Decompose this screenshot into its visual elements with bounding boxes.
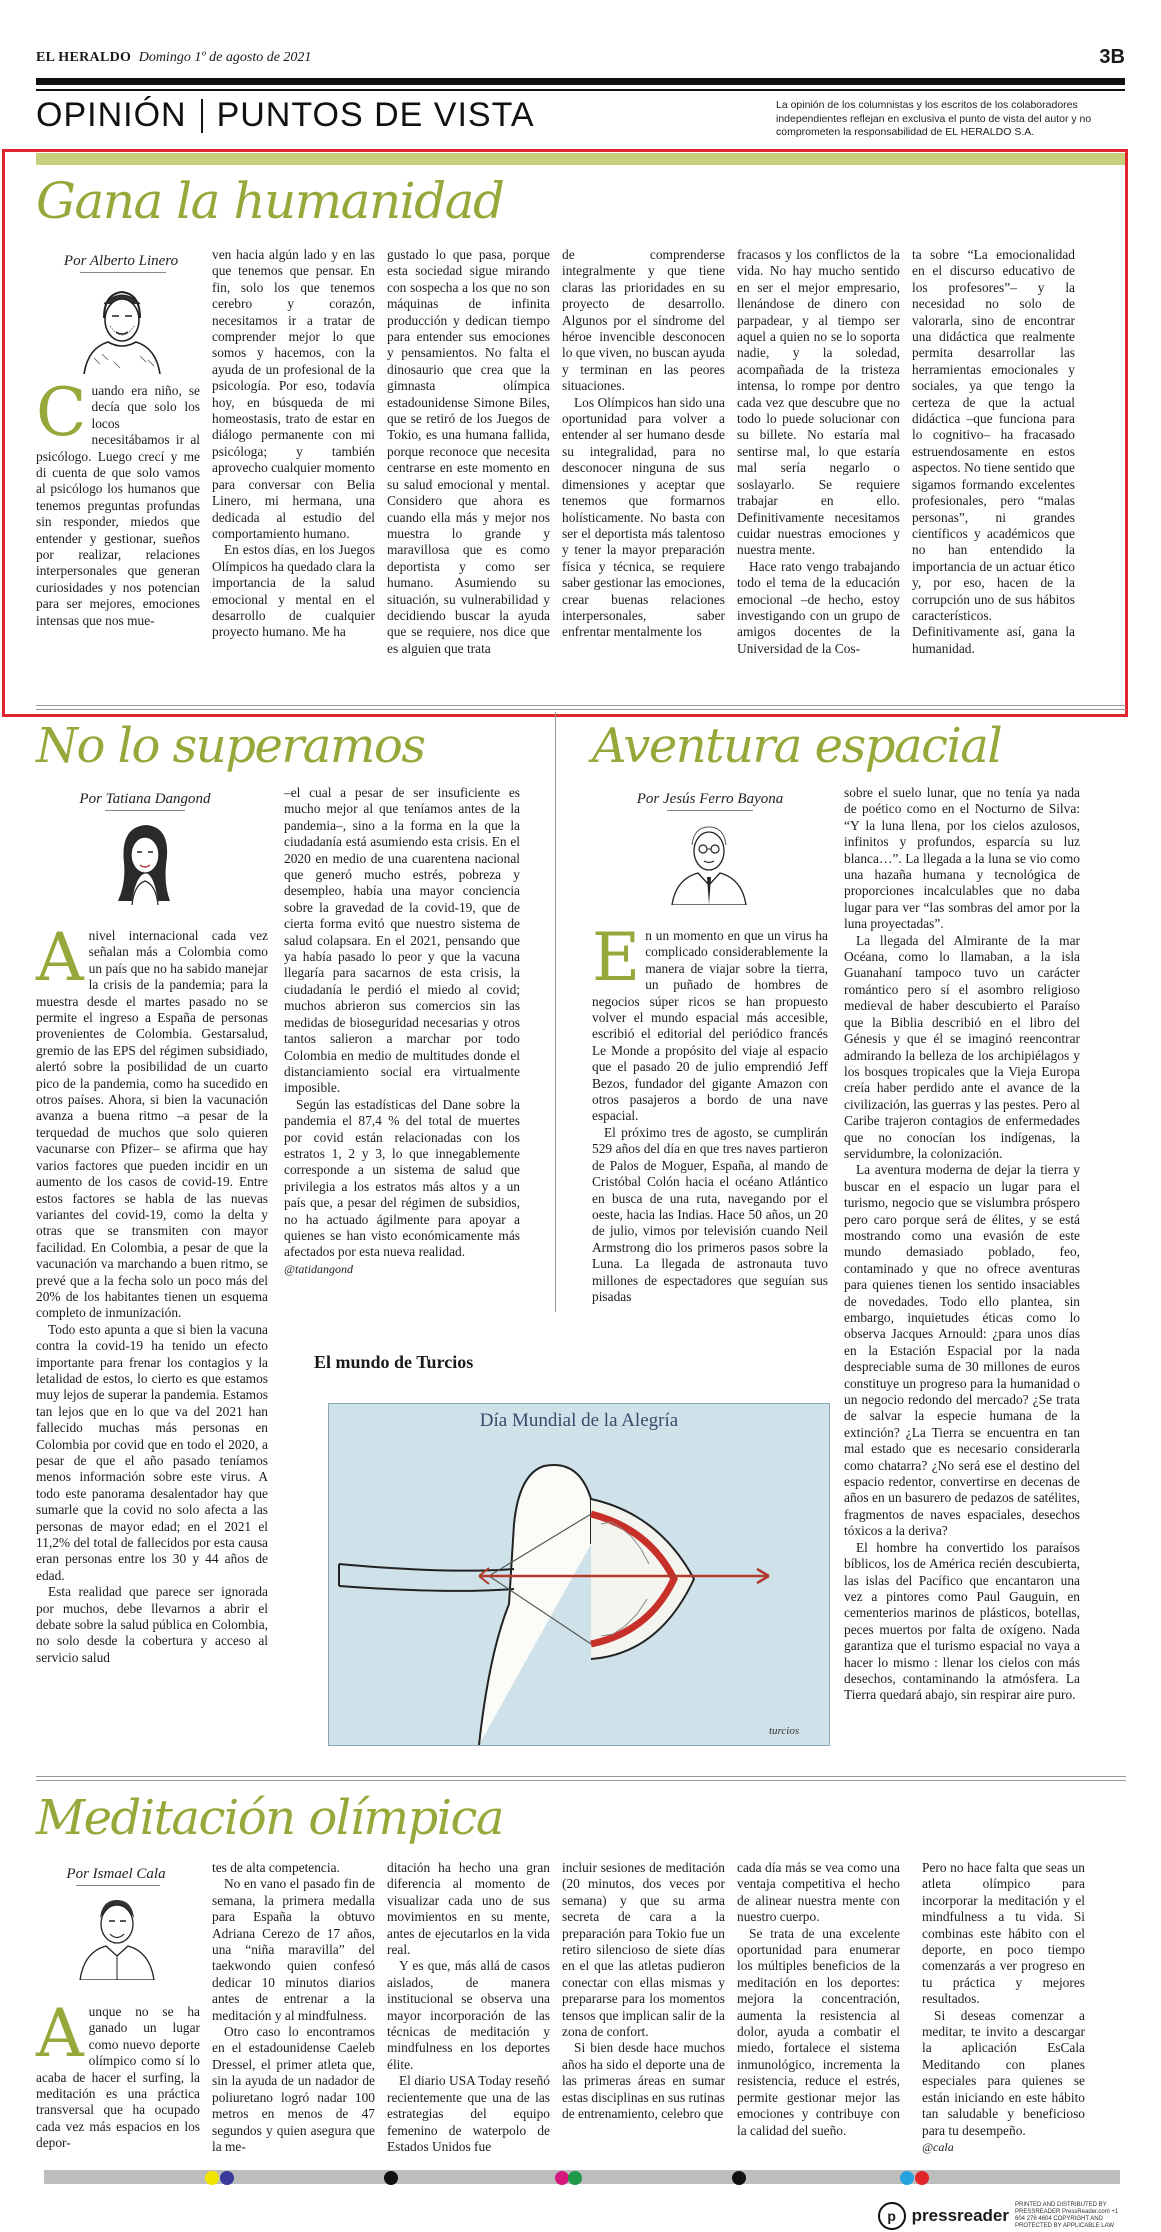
selection-highlight-box bbox=[2, 149, 1128, 717]
section-separator bbox=[36, 1776, 1126, 1777]
issue-date: Domingo 1º de agosto de 2021 bbox=[138, 50, 312, 65]
article-title: No lo superamos bbox=[36, 718, 425, 774]
paragraph: unque no se ha ganado un lugar como nuevo deporte olímpico como sí lo acaba de hacer el surfing, la meditación es una práctica transversal que ha ocupado cada vez más espacios en los depor- bbox=[36, 2004, 200, 2151]
paragraph: Según las estadísticas del Dane sobre la pandemia el 87,4 % del total de muertes por covid están relacionadas con los estratos 1, 2 y 3, lo que innegablemente corresponde a un sistema de salud que privilegia a los estratos más altos y a un país que, a pesar del régimen de subsidios, no ha actuado ágilmente para apoyar a quienes se han visto económicamente más afectados por esta nueva realidad. bbox=[284, 1096, 520, 1260]
registration-dot bbox=[220, 2171, 234, 2185]
article-byline: Por Tatiana Dangond bbox=[79, 791, 211, 807]
paragraph: La aventura moderna de dejar la tierra y buscar en el espacio un lugar para el turismo, negocio que se vislumbra próspero pero caro porque será de élites, y se está mostrando como una evasión de este mundo demasiado poblado, feo, contaminado y que no ofrece aventuras para quienes tienen los sentido insaciables de novedades. Todo ello plantea, sin embargo, inquietudes éticas como lo observa Jacques Arnould: ¿para unos días en la Estación Espacial por la nada despreciable suma de 30 millones de euros constituye un progreso para la humanidad o un negocio redondo del mercado? ¿Se trata de salvar la especie humana de la extinción? ¿La Tierra se encuentra en tan mal estado que es necesario considerarla como chatarra? ¿No será ese el destino del espacio redentor, convertirse en decenas de años en un basurero de pedazos de satélites, fragmentos de naves espaciales, desechos tóxicos a la deriva? bbox=[844, 1162, 1080, 1539]
cartoon-illustration bbox=[328, 1403, 830, 1746]
paragraph: El próximo tres de agosto, se cumplirán 529 años del día en que tres naves partieron de Palos de Moguer, España, al mando de Cristóbal Colón hacia el océano Atlántico en busca de una ruta, navegando por el oeste, hacia las Indias. Hace 50 años, un 20 de julio, vimos por televisión cuando Neil Armstrong dio los primeros pasos sobre la Luna. La llegada de astronauta tuvo millones de espectadores que seguían sus pisadas bbox=[592, 1124, 828, 1304]
author-portrait bbox=[100, 815, 190, 905]
paragraph: n un momento en que un virus ha complicado considerablemente la manera de viajar sobre la tierra, un puñado de hombres de negocios súper ricos se han propuesto volver el mundo espacial más accesible, escribió el editorial del periódico francés Le Monde a propósito del viaje al espacio que el pasado 20 de julio emprendió Jeff Bezos, fundador del gigante Amazon con otros pasajeros a bordo de una nave espacial. bbox=[592, 928, 828, 1124]
cartoon-signature: turcios bbox=[769, 1725, 800, 1737]
pressreader-icon: p bbox=[878, 2202, 906, 2230]
paragraph: de comprenderse integralmente y que tiene claras las prioridades en su proyecto de desarrollo. Algunos por el síndrome del héroe invencible desconocen lo que viven, no buscan ayuda y terminan en las peores situaciones. bbox=[562, 247, 725, 394]
drop-cap: C bbox=[36, 374, 87, 451]
article-column bbox=[284, 785, 520, 1277]
section-title bbox=[36, 96, 535, 135]
masthead-rule bbox=[36, 78, 1125, 85]
registration-dot bbox=[384, 2171, 398, 2185]
article-title: Gana la humanidad bbox=[36, 172, 504, 230]
author-portrait bbox=[72, 1890, 162, 1980]
paragraph: En estos días, en los Juegos Olímpicos ha quedado clara la importancia de la salud emocional y mental en el desarrollo de cualquier proyecto humano. Me ha bbox=[212, 542, 375, 640]
page-number: 3B bbox=[1099, 46, 1125, 68]
registration-dot bbox=[568, 2171, 582, 2185]
drop-cap: A bbox=[36, 1995, 84, 2072]
masthead bbox=[36, 50, 311, 66]
paragraph: No en vano el pasado fin de semana, la primera medalla para España la obtuvo Adriana Cerezo de 17 años, una “niña maravilla” del taekwondo quien confesó dedicar 10 minutos diarios antes de entrenar a la meditación y al mindfulness. bbox=[212, 1876, 375, 2023]
author-handle: @cala bbox=[922, 2139, 954, 2154]
pressreader-brand: pressreader bbox=[911, 2206, 1009, 2225]
paragraph: gustado lo que pasa, porque esta sociedad sigue mirando con sospecha a los que no son máquinas de infinita producción y dedican tiempo para entender sus emociones y pensamientos. No falta el dinosaurio que crea que la gimnasta olímpica estadounidense Simone Biles, que se retiró de los Juegos de Tokio, es una humana fallida, porque reconoce que necesita centrarse en este momento en su salud emocional y mental. Considero que ahora es cuando ella más y mejor nos muestra lo grande y maravillosa que es como deportista y como ser humano. Asumiendo su situación, su vulnerabilidad y decidiendo buscar la ayuda que se requiere, nos dice que es alguien que trata bbox=[387, 247, 550, 656]
registration-dot bbox=[555, 2171, 569, 2185]
cartoon-caption: Día Mundial de la Alegría bbox=[479, 1410, 679, 1431]
section-separator bbox=[36, 1780, 1126, 1781]
section-separator bbox=[36, 709, 1126, 710]
pressreader-fineprint: PRINTED AND DISTRIBUTED BY PRESSREADER PressReader.com +1 604 278 4604 COPYRIGHT AND PROTECTED BY APPLICABLE LAW bbox=[1015, 2202, 1119, 2229]
column-separator bbox=[555, 712, 556, 1312]
article-title: Aventura espacial bbox=[592, 718, 1002, 774]
registration-dot bbox=[915, 2171, 929, 2185]
cartoon-title: El mundo de Turcios bbox=[314, 1352, 474, 1372]
article-column bbox=[922, 1860, 1085, 2155]
newspaper-name: EL HERALDO bbox=[36, 50, 132, 65]
section-divider bbox=[201, 99, 203, 133]
pressreader-logo[interactable] bbox=[878, 2202, 1125, 2230]
paragraph: El diario USA Today reseñó recientemente que una de las estrategias del equipo femenino de waterpolo de Estados Unidos fue bbox=[387, 2073, 550, 2154]
article-column bbox=[36, 1995, 200, 2152]
drop-cap: A bbox=[36, 919, 84, 996]
section-disclaimer: La opinión de los columnistas y los escritos de los colaboradores independientes reflejan en exclusiva el punto de vista del autor y no comprometen la responsabilidad de EL HERALDO S.A. bbox=[776, 99, 1092, 138]
paragraph: Si bien desde hace muchos años ha sido el deporte una de las primeras áreas en sumar estas disciplinas en sus rutinas de entrenamiento, celebro que bbox=[562, 2040, 725, 2122]
article-column bbox=[212, 1860, 375, 2155]
paragraph: Si deseas comenzar a meditar, te invito a descargar la aplicación EsCala Meditando con planes especiales para quienes se están iniciando en este hábito tan saludable y beneficioso para tu desempeño. bbox=[922, 2007, 1085, 2138]
author-portrait bbox=[664, 815, 754, 905]
article-title: Meditación olímpica bbox=[36, 1790, 504, 1846]
article-column bbox=[562, 1860, 725, 2123]
paragraph: –el cual a pesar de ser insuficiente es mucho mejor al que teníamos antes de la pandemia–, sino a la forma en la que la ciudadanía está asumiendo esta crisis. En el 2020 en medio de una cuarentena nacional que generó mucho estrés, pobreza y desempleo, había una mayor conciencia sobre la gravedad de la covid-19, que de cierta forma evitó que nuestro sistema de salud colapsara. En el 2021, pensando que ya había pasado lo peor y que la vacuna llegaría para sacarnos de esta crisis, la ciudadanía le perdió el miedo al covid; muchos abrieron sus comercios sin las medidas de bioseguridad necesarias y otros tantos salieron a marchar por todo Colombia en medio de multitudes donde el distanciamiento social era virtualmente imposible. bbox=[284, 785, 520, 1096]
article-byline: Por Jesús Ferro Bayona bbox=[636, 791, 784, 807]
article-column bbox=[387, 1860, 550, 2155]
article-byline: Por Alberto Linero bbox=[63, 253, 179, 269]
paragraph: ditación ha hecho una gran diferencia al momento de visualizar cada uno de sus movimientos en su mente, antes de ejecutarlos en la vida real. bbox=[387, 1860, 550, 1958]
registration-dot bbox=[732, 2171, 746, 2185]
paragraph: Pero no hace falta que seas un atleta olímpico para incorporar la meditación y el mindfulness a tu vida. Si combinas este hábito con el deporte, en poco tiempo comenzarás a ver progreso en tu práctica y mejores resultados. bbox=[922, 1860, 1085, 2007]
byline-rule bbox=[667, 810, 753, 811]
paragraph: nivel internacional cada vez señalan más a Colombia como un país que no ha sabido manejar la crisis de la pandemia; para la muestra desde el martes pasado no se permite el ingreso a España de personas provenientes de Colombia. Gestarsalud, gremio de las EPS del régimen subsidiado, alertó sobre la posibilidad de un cuarto pico de la pandemia, como ha sucedido en otros países. Ahora, si bien la vacunación avanza a buena ritmo –a pesar de la terquedad de muchos que solo quieren vacunarse con Pfizer– se afirma que hay varios factores que pueden incidir en un aumento de los casos de covid-19. Entre estos factores se habla de las nuevas variantes del covid-19, como la delta y otras que se transmiten con mayor facilidad. En Colombia, a pesar de que la vacunación va marchando a buen ritmo, se prevé que a la fecha solo un poco más del 20% de los habitantes tienen un esquema completo de inmunización. bbox=[36, 928, 268, 1321]
masthead-rule-thin bbox=[36, 89, 1125, 91]
section-name: OPINIÓN bbox=[36, 96, 187, 134]
registration-dot bbox=[205, 2171, 219, 2185]
paragraph: Hace rato vengo trabajando todo el tema de la educación emocional –de hecho, estoy investigando con un grupo de amigos docentes de la Universidad de la Cos- bbox=[737, 558, 900, 656]
section-subname: PUNTOS DE VISTA bbox=[216, 96, 535, 134]
byline-rule bbox=[105, 810, 185, 811]
paragraph: incluir sesiones de meditación (20 minutos, dos veces por semana) y que su arma secreta de cara a la preparación para Tokio fue un retiro silencioso de siete días en el que las atletas pudieron conectar con ellas mismas y prepararse para los momentos tensos que implican salir de la zona de confort. bbox=[562, 1860, 725, 2040]
paragraph: Los Olímpicos han sido una oportunidad para volver a entender al ser humano desde su integralidad, para no desconocer ninguna de sus dimensiones y aceptar que tenemos que formarnos holísticamente. No basta con ser el deportista más talentoso y tener la mayor preparación física y técnica, se requiere saber gestionar las emociones, crear buenas relaciones interpersonales, saber enfrentar mentalmente los bbox=[562, 394, 725, 640]
article-byline: Por Ismael Cala bbox=[66, 1866, 166, 1882]
paragraph: Se trata de una excelente oportunidad para enumerar los múltiples beneficios de la meditación en los deportes: mejora la concentración, aumenta la resistencia al dolor, ayuda a combatir el miedo, fortalece el sistema inmunológico, incrementa la resistencia, reduce el estrés, permite gestionar mejor las emociones y contribuye con la calidad del sueño. bbox=[737, 1925, 900, 2138]
drop-cap: E bbox=[592, 919, 641, 996]
paragraph: Esta realidad que parece ser ignorada por muchos, debe llevarnos a abrir el debate sobre la salud pública en Colombia, no solo desde la cobertura y acceso al servicio salud bbox=[36, 1584, 268, 1665]
paragraph: Otro caso lo encontramos en el estadounidense Caeleb Dressel, el primer atleta que, sin la ayuda de un nadador de poliuretano logró nadar 100 metros en menos de 47 segundos y quien asegura que la me- bbox=[212, 2024, 375, 2154]
paragraph: cada día más se vea como una ventaja competitiva el hecho de alinear nuestra mente con nuestro cuerpo. bbox=[737, 1860, 900, 1925]
article-column bbox=[592, 919, 828, 1305]
paragraph: Y es que, más allá de casos aislados, de manera institucional se observa una mayor incorporación de las técnicas de meditación y mindfulness en los deportes élite. bbox=[387, 1958, 550, 2072]
paragraph: El hombre ha convertido los paraísos bíblicos, los de América recién descubierta, las islas del Pacífico que encantaron una vez a pintores como Paul Gauguin, en cementerios marinos de plásticos, botellas, peces muertos por falta de oxígeno. Nada garantiza que el turismo espacial no vaya a hacer lo mismo : llenar los cielos con más desechos, contaminando la atmósfera. La Tierra quedará abajo, sin respirar aire puro. bbox=[844, 1539, 1080, 1703]
paragraph: Todo esto apunta a que si bien la vacuna contra la covid-19 ha tenido un efecto importante para frenar los contagios y la letalidad de estos, lo cierto es que estamos muy lejos de superar la pandemia. Estamos tan lejos que en lo que va del 2021 han fallecido muchas más personas en Colombia por covid que en todo el 2020, a pesar de que el año pasado teníamos menos información sobre este virus. A todo este panorama desalentador hay que sumarle que la covid no solo afecta a las personas de mayor edad; en el 2021 el 11,2% del total de fallecidos por esta causa eran personas entre los 30 y 44 años de edad. bbox=[36, 1321, 268, 1583]
paragraph: tes de alta competencia. bbox=[212, 1860, 340, 1875]
paragraph: La llegada del Almirante de la mar Océana, como lo llamaban, a la isla Guanahaní tampoco tuvo un carácter romántico pero sí el asombro religioso medieval de haber descubierto el Paraíso que la Biblia describió en el libro del Génesis y que él se imaginó reencontrar admirando la belleza de los archipiélagos y los bosques tropicales que la Vieja Europa creía haber perdido ante el avance de la civilización, las guerras y las pestes. Pero al Caribe trajeron contagios de enfermedades que no conocían los indígenas, la servidumbre, la colonización. bbox=[844, 932, 1080, 1161]
article-column bbox=[844, 785, 1080, 1704]
author-handle: @tatidangond bbox=[284, 1261, 354, 1276]
paragraph: fracasos y los conflictos de la vida. No hay mucho sentido en ser el mejor empresario, llenándose de dinero con parpadear, y al tiempo ser aquel a quien no se lo soporta nadie, y la soledad, acompañada de la tristeza intensa, lo rompe por dentro cada vez que descubre que no todo lo puede solucionar con su billete. No estaría mal sentirse mal, lo que estaría mal sería negarlo o soslayarlo. Se requiere trabajar en ello. Definitivamente necesitamos cuidar nuestras emociones y nuestra mente. bbox=[737, 247, 900, 558]
paragraph: sobre el suelo lunar, que no tenía ya nada de poético como en el Nocturno de Silva: “Y la luna llena, por los cielos azulosos, infinitos y profundos, esparcía su luz blanca…”. La llegada a la luna se vio como una hazaña humana y tecnológica de proporciones incalculables que no daba lugar para ver “las sombras del amor por la luna proyectadas”. bbox=[844, 785, 1080, 932]
article-column bbox=[737, 1860, 900, 2139]
registration-dot bbox=[900, 2171, 914, 2185]
paragraph: ven hacia algún lado y en las que tenemos que pensar. En fin, solo los que tenemos cerebro y corazón, necesitamos ir a tratar de comprender mejor lo que somos y hacemos, con la ayuda de un profesional de la psicología. Por eso, todavía hoy, en búsqueda de mi homeostasis, trato de estar en diálogo permanente con mi psicóloga; y también aprovecho cualquier momento para conversar con Belia Linero, mi hermana, una dedicada al estudio del comportamiento humano. bbox=[212, 247, 375, 541]
section-separator bbox=[36, 705, 1126, 706]
paragraph: uando era niño, se decía que solo los locos necesitábamos ir al psicólogo. Luego crecí y me di cuenta de que solo vamos al psicólogo los humanos que tenemos preguntas profundas sin responder, miedos que entender y gestionar, sueños por realizar, relaciones interpersonales que generan curiosidades y nos potencian para ser mejores, emociones intensas que nos mue- bbox=[36, 383, 200, 628]
paragraph: ta sobre “La emocionalidad en el discurso educativo de los profesores”– y la necesidad no solo de valorarla, sino de encontrar una didáctica que realmente permita desarrollar las herramientas emocionales y sociales, ya que tengo la certeza de que la actual didáctica –que funciona para lo cognitivo– ha fracasado estruendosamente en estos aspectos. No tiene sentido que sigamos formando excelentes profesionales, pero “malas personas”, ni grandes científicos y académicos que no han entendido la importancia de un actuar ético y, por eso, hacen de la corrupción uno de sus hábitos característicos. Definitivamente así, gana la humanidad. bbox=[912, 247, 1075, 656]
byline-rule bbox=[76, 1885, 160, 1886]
article-column bbox=[36, 919, 268, 1666]
